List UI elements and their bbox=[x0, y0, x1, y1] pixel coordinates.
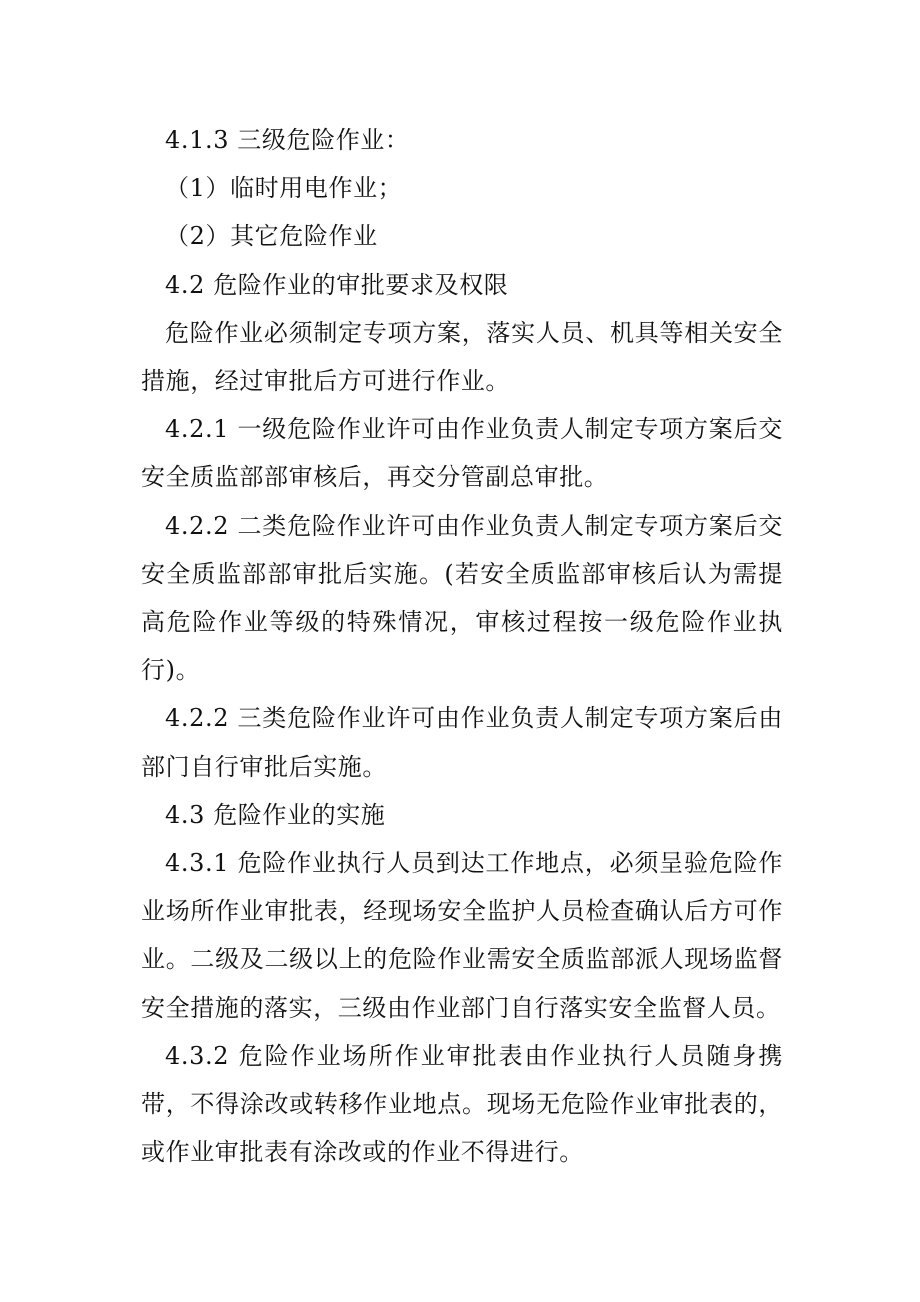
paragraph-4-3-1: 4.3.1 危险作业执行人员到达工作地点，必须呈验危险作业场所作业审批表，经现场安全监护人员检查确认后方可作业。二级及二级以上的危险作业需安全质监部派人现场监督安全措施的落实，三级由作业部门自行落实安全监督人员。 bbox=[141, 849, 783, 1022]
document-body bbox=[141, 116, 783, 1176]
paragraph-4-3-2: 4.3.2 危险作业场所作业审批表由作业执行人员随身携带，不得涂改或转移作业地点。现场无危险作业审批表的，或作业审批表有涂改或的作业不得进行。 bbox=[141, 1041, 783, 1167]
paragraph-4-2-2-third-class: 4.2.2 三类危险作业许可由作业负责人制定专项方案后由部门自行审批后实施。 bbox=[141, 704, 783, 781]
paragraph-4-2-heading: 4.2 危险作业的审批要求及权限 bbox=[165, 270, 509, 299]
paragraph-4-1-3-heading: 4.1.3 三级危险作业： bbox=[165, 126, 410, 154]
paragraph-4-2-1: 4.2.1 一级危险作业许可由作业负责人制定专项方案后交安全质监部部审核后，再交分管副总审批。 bbox=[141, 415, 783, 492]
paragraph-4-3-heading: 4.3 危险作业的实施 bbox=[165, 800, 386, 829]
paragraph-item-2: （2）其它危险作业 bbox=[165, 222, 378, 251]
paragraph-4-2-intro: 危险作业必须制定专项方案，落实人员、机具等相关安全措施，经过审批后方可进行作业。 bbox=[141, 318, 783, 396]
paragraph-item-1: （1）临时用电作业； bbox=[165, 174, 403, 203]
paragraph-4-2-2-second-class: 4.2.2 二类危险作业许可由作业负责人制定专项方案后交安全质监部部审批后实施。(若安全质监部审核后认为需提高危险作业等级的特殊情况，审核过程按一级危险作业执行)。 bbox=[141, 511, 783, 685]
